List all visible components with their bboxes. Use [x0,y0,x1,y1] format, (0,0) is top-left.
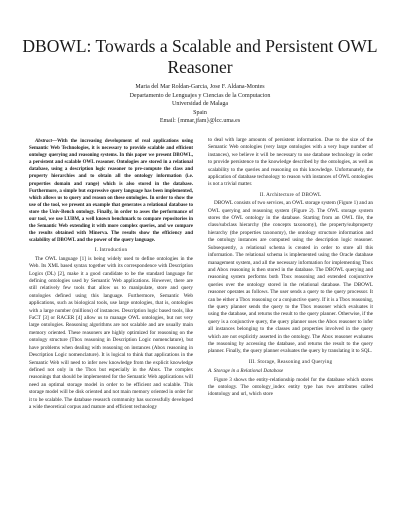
section-heading-storage: III. Storage, Reasoning and Querying [248,358,333,365]
author-names: Maria del Mar Roldan-Garcia, Jose F. Aldana-Montes [135,84,265,90]
architecture-paragraph: DBOWL consists of two services, an OWL storage system (Figure 1) and an OWL querying and reasoning system (Figure 2). The OWL storage system stores the OWL ontology in the database. Starting from an OWL file, the class/subclass hierarchy (the concepts taxonomy), the property/subproperty hierarchy (the properties taxonomy), the ontology structure information and the ontology instances are computed using the description logic reasoner. Subsequently, a relational schema is created in order to store all this information. The relational schema is implemented using the Oracle database management system, and all the necessary information for implementing Tbox and Abox reasoning is then stored in the database. The DBOWL querying and reasoning system performs both Tbox reasoning and extended conjunctive queries over the ontology stored in the relational database. The DBOWL reasoner operates as follows. The user sends a query to the query processor. It can be either a Tbox reasoning or a conjunctive query. If it is a Tbox reasoning, the query planner sends the query to the Tbox reasoner which evaluates it using the database, and returns the result to the query planner. Otherwise, if the query is a conjunctive query, the query planner uses the Abox reasoner to infer all instances belonging to the classes and properties involved in the query which are not explicitly asserted in the ontology. The Abox reasoner evaluates the reasoning by accessing the database, and returns the result to the query planner. Finally, the query planner evaluates the query by translating it to SQL. [208,200,373,355]
subsection-heading-storage: A. Storage in a Relational Database [208,368,284,375]
author-university: Universidad de Malaga [172,101,228,108]
author-country: Spain [193,109,207,116]
abstract [29,138,193,244]
section-heading-architecture: II. Architecture of DBOWL [259,191,322,198]
author-department: Departamento de Lenguajes y Ciencias de la Computacion [129,92,271,99]
author-email: Email: {mmar,jfam}@lcc.uma.es [159,118,241,125]
introduction-paragraph: The OWL language [1] is being widely used to define ontologies in the Web. Its XML based syntax together with its correspondence with Description Logics (DL) [2], make it a good candidate to be the standard language for defining ontologies used by Semantic Web applications. However, there are still relatively few tools that allow us to manipulate, store and query ontologies defined using this language. Furthermore, Semantic Web applications, such as biological tools, use large ontologies, that is, ontologies with a large number (millions) of instances. Description logic based tools, like FaCT [3] or RACER [4] allow us to manage OWL ontologies, but not very large ontologies. Reasoning algorithms are not scalable and are usually main memory oriented. These reasoners are highly optimized for reasoning on the ontology structure (Tbox reasoning in Description Logic nomenclature), but have problems when dealing with reasoning on instances (Abox reasoning in Description Logic nomenclature). It is logical to think that applications in the Semantic Web will need to infer new knowledge from the explicit knowledge defined not only in the Tbox but especially in the Abox. The complex reasonings that should be implemented for the Semantic Web applications will need an optimal storage model in order to be efficient and scalable. This storage model will be disk oriented and not main memory oriented in order for it to be scalable. The database research community has successfully developed a wide theoretical corpus and mature and efficient technology [29,255,193,410]
left-column [29,138,193,411]
paper-title: DBOWL: Towards a Scalable and Persistent OWL Reasoner [22,36,378,77]
section-heading-introduction: I. Introduction [94,247,128,254]
storage-paragraph: Figure 3 shows the entity-relationship model for the database which stores the ontology. The ontology_index entity type has two attributes called idontology and url, which store [208,376,373,398]
author-block [100,83,300,126]
right-column [208,137,373,399]
introduction-continuation: to deal with large amounts of persistent information. Due to the size of the Semantic Web ontologies (very large ontologies with a very huge number of instances), we believe it will be necessary to use database technology in order to provide persistence to the knowledge described by the ontologies, as well as scalability to the queries and reasoning on this knowledge. Unfortunately, the application of database technology to reason with instances of OWL ontologies is not a trivial matter. [208,137,373,188]
abstract-body: —With the increasing development of real applications using Semantic Web Technologies, it is necessary to provide scalable and efficient ontology querying and reasoning systems. In this paper we present DBOWL, a persistent and scalable OWL reasoner. Ontologies are stored in a relational database, using a description logic reasoner to pre-compute the class and property hierarchies and to obtain all the ontology information (i.e. properties domain and range) which is also stored in the database. Furthermore, a simple but expressive query language has been implemented, which allows us to query and reason on these ontologies. In order to show the use of the tool, we present an example that generates a relational database to store the Univ-Bench ontology. Finally, in order to asses the performance of our tool, we use LUBM, a well known benchmark to compare repositories in the Semantic Web extending it with more complex queries, and we compare the results obtained with Minerva. The results show the efficiency and scalability of DBOWL and the power of the query language. [29,139,193,244]
abstract-lead: Abstract [35,139,53,144]
